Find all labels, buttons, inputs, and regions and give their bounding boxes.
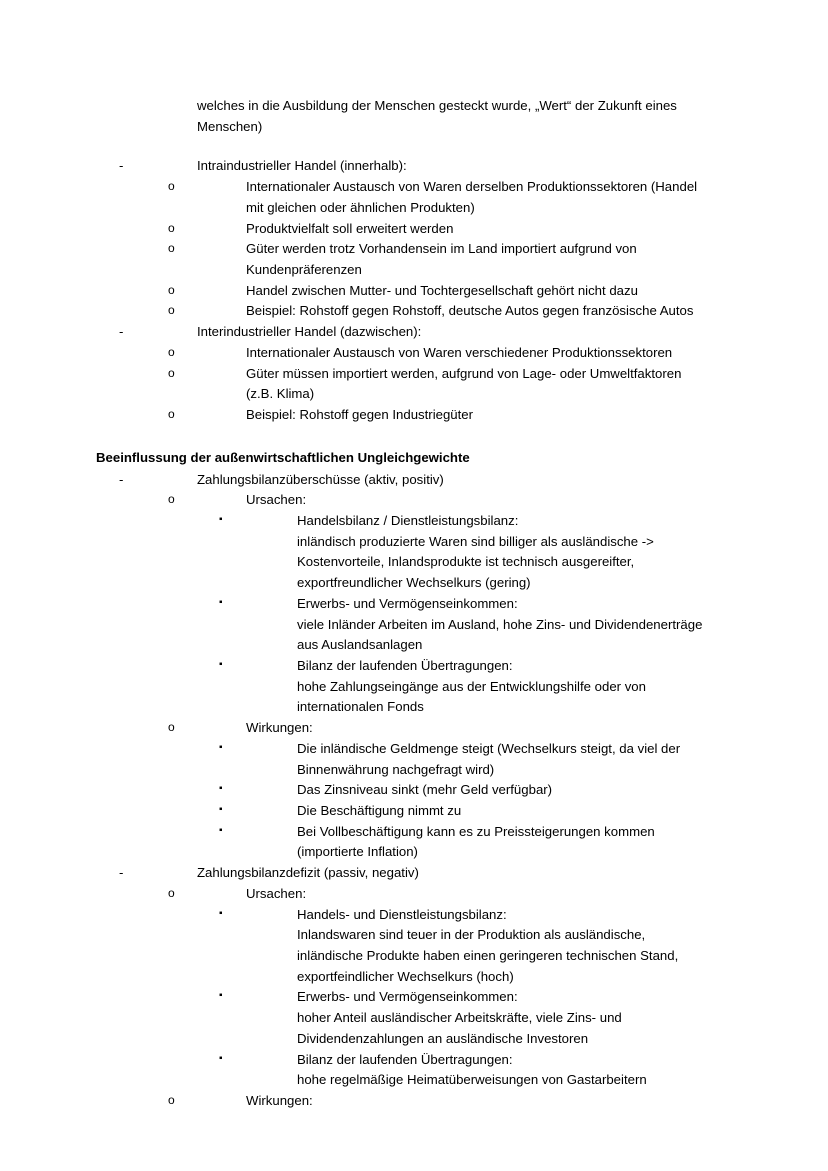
list-item: [219, 594, 728, 656]
list-item-text: Güter werden trotz Vorhandensein im Land importiert aufgrund von Kundenpräferenzen: [246, 241, 637, 278]
list-item-text: Erwerbs- und Vermögenseinkommen: hoher Anteil ausländischer Arbeitskräfte, viele Zins- und Dividendenzahlungen an ausländische Investoren: [297, 989, 622, 1046]
list-item-text: Zahlungsbilanzüberschüsse (aktiv, positiv): [197, 471, 444, 487]
list-item-text: Beispiel: Rohstoff gegen Industriegüter: [246, 407, 474, 423]
paragraph-spacer: [96, 137, 728, 156]
list-item-text: Wirkungen:: [246, 720, 313, 736]
list-item-text: Güter müssen importiert werden, aufgrund von Lage- oder Umweltfaktoren (z.B. Klima): [246, 365, 682, 402]
list-item-text: Handel zwischen Mutter- und Tochtergesellschaft gehört nicht dazu: [246, 282, 638, 298]
list-item-text: Handels- und Dienstleistungsbilanz: Inlandswaren sind teuer in der Produktion als ausländische, inländische Produkte haben einen geringeren technischen Stand, exportfeindlicher Wechselkurs (hoch): [297, 906, 679, 984]
dash-bullet-icon: -: [119, 865, 124, 881]
list-item: [168, 490, 728, 511]
list-item: [168, 884, 728, 905]
circle-bullet-icon: o: [168, 303, 175, 318]
list-item-text: Bilanz der laufenden Übertragungen: hohe Zahlungseingänge aus der Entwicklungshilfe oder von internationalen Fonds: [297, 657, 646, 715]
circle-bullet-icon: o: [168, 407, 175, 422]
list-item-text: Die inländische Geldmenge steigt (Wechselkurs steigt, da viel der Binnenwährung nachgefragt wird): [297, 740, 681, 777]
square-bullet-icon: ▪: [219, 596, 223, 608]
list-item: [168, 1091, 728, 1112]
list-item: [219, 656, 728, 718]
list-item-text: Interindustrieller Handel (dazwischen):: [197, 324, 422, 340]
paragraph-text: welches in die Ausbildung der Menschen gesteckt wurde, „Wert“ der Zukunft eines Menschen): [197, 98, 677, 134]
list-item: [168, 239, 728, 280]
list-item: [168, 177, 728, 218]
list-item: [119, 156, 728, 177]
circle-bullet-icon: o: [168, 220, 175, 235]
list-item-text: Bilanz der laufenden Übertragungen: hohe regelmäßige Heimatüberweisungen von Gastarbeitern: [297, 1051, 647, 1088]
circle-bullet-icon: o: [168, 282, 175, 297]
dash-bullet-icon: -: [119, 471, 124, 487]
list-item-text: Wirkungen:: [246, 1093, 313, 1109]
square-bullet-icon: ▪: [219, 907, 223, 919]
list-item-text: Die Beschäftigung nimmt zu: [297, 803, 462, 818]
list-item-text: Beispiel: Rohstoff gegen Rohstoff, deutsche Autos gegen französische Autos: [246, 303, 694, 319]
list-item: [219, 1050, 728, 1091]
list-item-text: Internationaler Austausch von Waren verschiedener Produktionssektoren: [246, 344, 673, 360]
list-item: [119, 863, 728, 884]
list-item: [168, 281, 728, 302]
circle-bullet-icon: o: [168, 179, 175, 194]
circle-bullet-icon: o: [168, 1093, 175, 1108]
list-item: [219, 905, 728, 988]
square-bullet-icon: ▪: [219, 824, 223, 836]
square-bullet-icon: ▪: [219, 513, 223, 525]
list-item-text: Internationaler Austausch von Waren derselben Produktionssektoren (Handel mit gleichen oder ähnlichen Produkten): [246, 179, 698, 215]
list-item: [168, 301, 728, 322]
list-item-text: Bei Vollbeschäftigung kann es zu Preissteigerungen kommen (importierte Inflation): [297, 823, 655, 860]
list-item: [119, 470, 728, 491]
list-item: [168, 405, 728, 426]
list-item: [219, 822, 728, 863]
list-item: [219, 511, 728, 594]
section-heading: [96, 448, 728, 469]
dash-bullet-icon: -: [119, 158, 124, 174]
list-item: [219, 739, 728, 780]
list-item-text: Zahlungsbilanzdefizit (passiv, negativ): [197, 865, 419, 881]
list-item: [168, 718, 728, 739]
square-bullet-icon: ▪: [219, 658, 223, 670]
list-item-text: Produktvielfalt soll erweitert werden: [246, 220, 454, 236]
list-item: [168, 343, 728, 364]
list-item-text: Intraindustrieller Handel (innerhalb):: [197, 158, 407, 174]
circle-bullet-icon: o: [168, 365, 175, 380]
square-bullet-icon: ▪: [219, 1052, 223, 1064]
list-item: [219, 987, 728, 1049]
list-item: [119, 322, 728, 343]
list-item-text: Erwerbs- und Vermögenseinkommen: viele Inländer Arbeiten im Ausland, hohe Zins- und Dividendenerträge aus Auslandsanlagen: [297, 595, 703, 653]
circle-bullet-icon: o: [168, 344, 175, 359]
square-bullet-icon: ▪: [219, 741, 223, 753]
list-item-text: Handelsbilanz / Dienstleistungsbilanz: inländisch produzierte Waren sind billiger als ausländische -> Kostenvorteile, Inlandsprodukte ist technisch ausgereifter, exportfreundlicher Wechselkurs (gering): [297, 512, 654, 591]
list-item-text: Ursachen:: [246, 885, 307, 901]
circle-bullet-icon: o: [168, 720, 175, 735]
circle-bullet-icon: o: [168, 492, 175, 507]
document-body: [96, 96, 728, 1112]
square-bullet-icon: ▪: [219, 783, 223, 795]
list-item-text: Das Zinsniveau sinkt (mehr Geld verfügbar): [297, 782, 553, 798]
list-item: [168, 364, 728, 405]
circle-bullet-icon: o: [168, 241, 175, 256]
square-bullet-icon: ▪: [219, 990, 223, 1002]
circle-bullet-icon: o: [168, 885, 175, 900]
list-item: [219, 780, 728, 801]
heading-text: Beeinflussung der außenwirtschaftlichen Ungleichgewichte: [96, 449, 470, 465]
continuation-paragraph: [197, 96, 728, 137]
dash-bullet-icon: -: [119, 324, 124, 340]
square-bullet-icon: ▪: [219, 804, 223, 815]
list-item-text: Ursachen:: [246, 492, 307, 508]
list-item: [219, 801, 728, 822]
list-item: [168, 219, 728, 240]
